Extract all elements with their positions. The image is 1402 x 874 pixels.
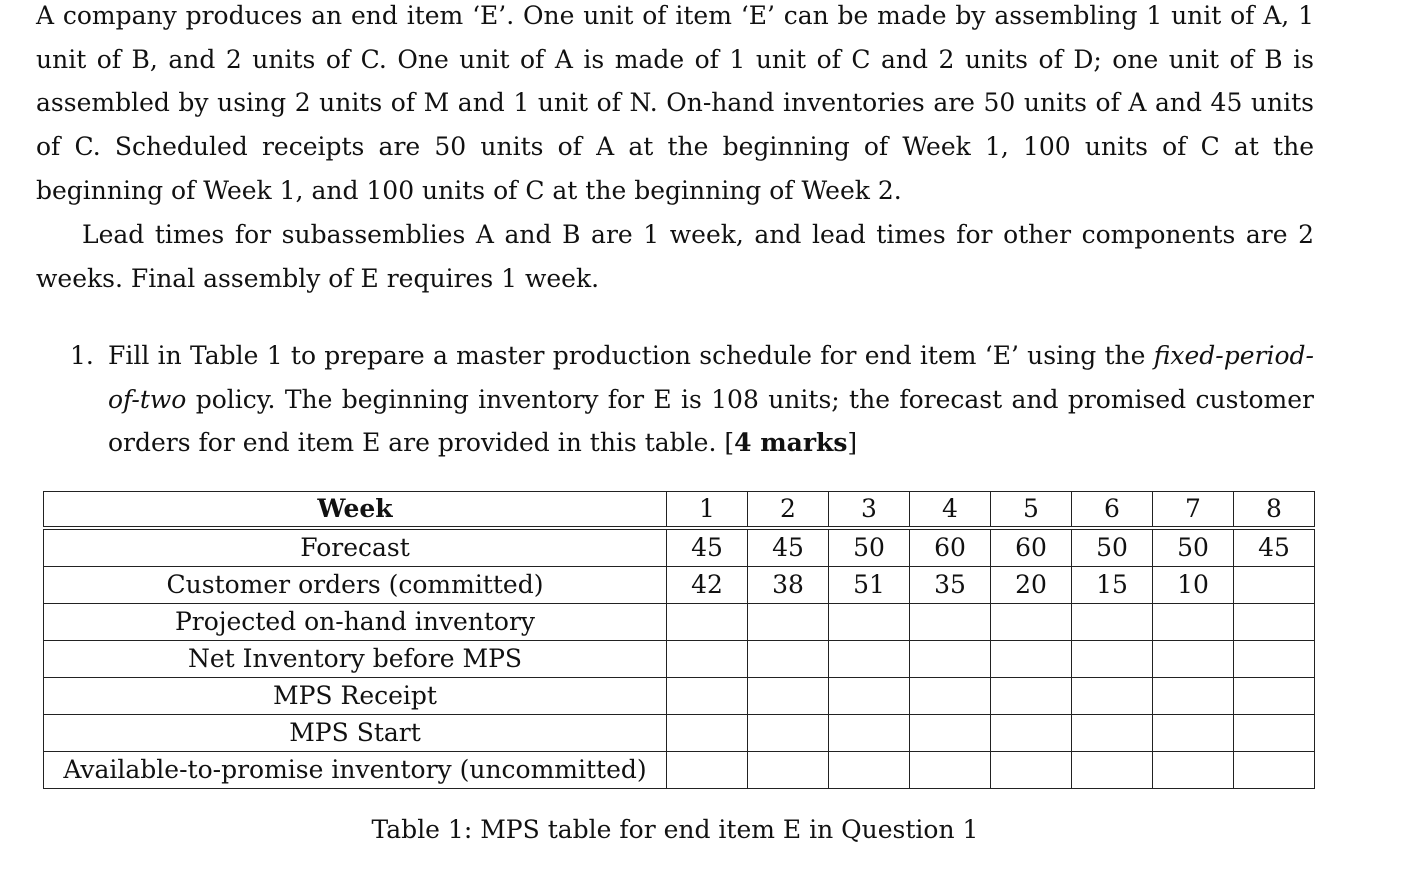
table-cell — [748, 641, 829, 678]
table-row — [44, 528, 1315, 567]
table-cell — [1072, 715, 1153, 752]
week-number: 1 — [667, 492, 748, 529]
table-cell — [748, 752, 829, 789]
table-cell — [829, 604, 910, 641]
week-number: 7 — [1153, 492, 1234, 529]
table-cell — [829, 715, 910, 752]
table-cell — [991, 641, 1072, 678]
policy-emphasis: fixed-period-of-two — [108, 341, 1314, 414]
table-cell — [829, 752, 910, 789]
question-text-start: Fill in Table 1 to prepare a master production schedule for end item ‘E’ using the — [108, 341, 1154, 370]
table-row — [44, 604, 1315, 641]
table-cell — [1234, 715, 1315, 752]
table-cell: 20 — [991, 567, 1072, 604]
table-caption: Table 1: MPS table for end item E in Question 1 — [371, 815, 979, 844]
table-cell: 45 — [1234, 528, 1315, 567]
table-cell — [829, 678, 910, 715]
row-label: Customer orders (committed) — [44, 567, 667, 604]
row-label: MPS Receipt — [44, 678, 667, 715]
table-cell — [910, 752, 991, 789]
row-label: Net Inventory before MPS — [44, 641, 667, 678]
table-row — [44, 752, 1315, 789]
table-row — [44, 715, 1315, 752]
week-number: 3 — [829, 492, 910, 529]
table-cell — [748, 678, 829, 715]
week-header: Week — [44, 492, 667, 529]
week-number: 5 — [991, 492, 1072, 529]
row-label: Projected on-hand inventory — [44, 604, 667, 641]
table-cell — [991, 715, 1072, 752]
table-cell — [1153, 641, 1234, 678]
table-cell — [1234, 678, 1315, 715]
mps-table — [43, 491, 1315, 789]
table-cell: 50 — [1072, 528, 1153, 567]
table-cell — [667, 641, 748, 678]
question-1 — [70, 334, 1314, 465]
question-text-end: policy. The beginning inventory for E is 108 units; the forecast and promised customer orders for end item E are provided in this table. [ — [108, 384, 1314, 457]
week-number: 6 — [1072, 492, 1153, 529]
table-cell — [1072, 604, 1153, 641]
table-row — [44, 641, 1315, 678]
table-cell: 15 — [1072, 567, 1153, 604]
week-number: 8 — [1234, 492, 1315, 529]
table-row — [44, 678, 1315, 715]
row-label: Forecast — [44, 528, 667, 567]
table-cell: 35 — [910, 567, 991, 604]
table-cell: 38 — [748, 567, 829, 604]
table-cell — [667, 604, 748, 641]
question-number: 1. — [70, 341, 94, 370]
table-row — [44, 567, 1315, 604]
table-cell: 45 — [667, 528, 748, 567]
table-cell: 50 — [1153, 528, 1234, 567]
table-cell — [1153, 715, 1234, 752]
table-cell — [1153, 678, 1234, 715]
table-header-row — [44, 492, 1315, 529]
table-cell — [910, 678, 991, 715]
table-cell: 50 — [829, 528, 910, 567]
table-cell — [1072, 678, 1153, 715]
table-cell — [991, 604, 1072, 641]
table-cell — [667, 715, 748, 752]
table-cell: 45 — [748, 528, 829, 567]
table-cell — [991, 752, 1072, 789]
week-number: 4 — [910, 492, 991, 529]
table-cell — [748, 604, 829, 641]
table-cell: 51 — [829, 567, 910, 604]
marks-label: 4 marks — [734, 428, 848, 457]
table-cell — [910, 641, 991, 678]
table-cell — [1072, 641, 1153, 678]
table-cell — [748, 715, 829, 752]
table-cell — [910, 715, 991, 752]
row-label: MPS Start — [44, 715, 667, 752]
week-number: 2 — [748, 492, 829, 529]
table-cell: 10 — [1153, 567, 1234, 604]
table-cell — [1234, 567, 1315, 604]
table-cell — [1153, 604, 1234, 641]
table-cell — [1234, 641, 1315, 678]
table-cell — [991, 678, 1072, 715]
table-cell — [1153, 752, 1234, 789]
table-cell — [667, 752, 748, 789]
lead-time-paragraph: Lead times for subassemblies A and B are 1 week, and lead times for other components are 2 weeks. Final assembly of E requires 1 week. — [36, 220, 1314, 293]
question-closing: ] — [847, 428, 858, 457]
row-label: Available-to-promise inventory (uncommitted) — [44, 752, 667, 789]
table-cell — [910, 604, 991, 641]
table-cell: 42 — [667, 567, 748, 604]
table-cell — [1234, 752, 1315, 789]
table-cell — [1072, 752, 1153, 789]
table-cell: 60 — [910, 528, 991, 567]
table-cell — [667, 678, 748, 715]
table-cell — [1234, 604, 1315, 641]
table-cell: 60 — [991, 528, 1072, 567]
table-cell — [829, 641, 910, 678]
intro-paragraph: A company produces an end item ‘E’. One unit of item ‘E’ can be made by assembling 1 unit of A, 1 unit of B, and 2 units of C. One unit of A is made of 1 unit of C and 2 units of D; one unit of B is assembled by using 2 units of M and 1 unit of N. On-hand inventories are 50 units of A and 45 units of C. Scheduled receipts are 50 units of A at the beginning of Week 1, 100 units of C at the beginning of Week 1, and 100 units of C at the beginning of Week 2. — [36, 1, 1314, 205]
question-text — [108, 334, 1314, 465]
